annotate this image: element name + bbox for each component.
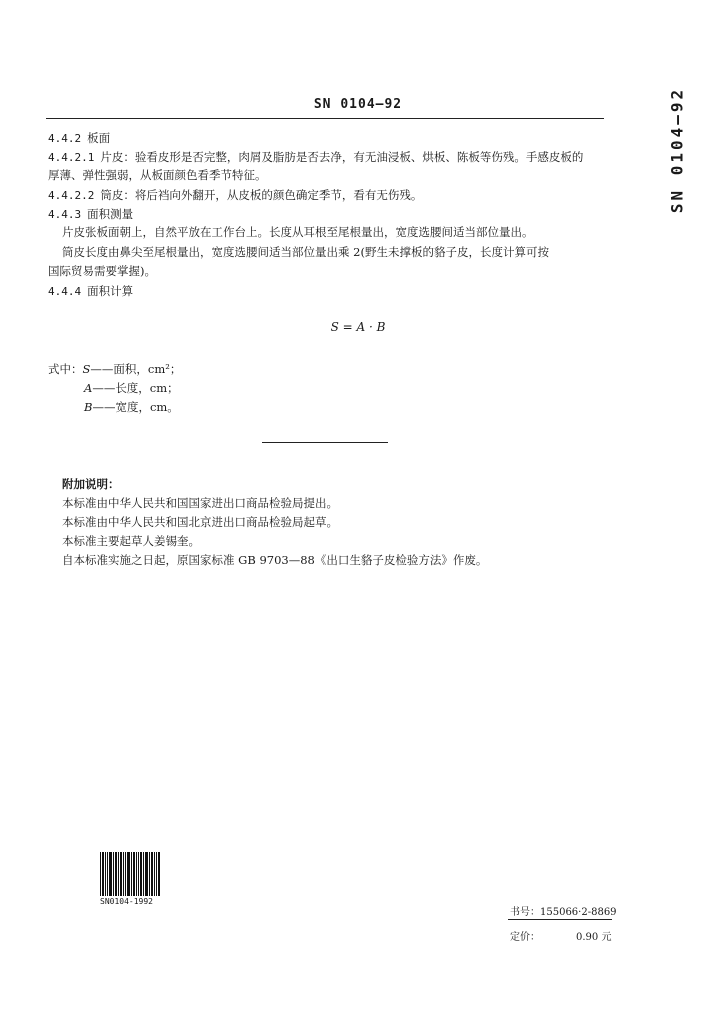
note-item: 本标准主要起草人姜锡奎。	[62, 534, 200, 548]
where-line-a: A——长度，cm；	[84, 381, 179, 395]
price-label: 定价：	[510, 932, 540, 943]
barcode-text: SN0104-1992	[100, 897, 153, 906]
note-item: 本标准由中华人民共和国北京进出口商品检验局起草。	[62, 515, 338, 529]
header-rule	[46, 118, 604, 119]
paragraph-sheet-skin: 片皮张板面朝上，自然平放在工作台上。长度从耳根至尾根量出，宽度选腰间适当部位量出。	[62, 225, 534, 239]
price-value: 0.90 元	[576, 932, 612, 943]
where-line-b: B——宽度，cm。	[84, 400, 179, 414]
section-4-4-2-1-cont: 厚薄、弹性强弱，从板面颜色看季节特征。	[48, 168, 267, 182]
notes-title: 附加说明：	[62, 477, 120, 491]
section-4-4-2-1: 4.4.2.1 片皮：验看皮形是否完整，肉屑及脂肪是否去净，有无油浸板、烘板、陈板等伤残。手感皮板的	[48, 150, 584, 164]
section-4-4-2: 4.4.2 板面	[48, 131, 111, 145]
section-4-4-3: 4.4.3 面积测量	[48, 207, 134, 221]
book-number: 书号：155066·2-8869	[510, 907, 617, 918]
footer-rule	[508, 919, 612, 920]
area-formula: S = A · B	[330, 320, 386, 334]
end-rule	[262, 442, 388, 443]
paragraph-tube-skin: 筒皮长度由鼻尖至尾根量出，宽度选腰间适当部位量出乘 2(野生未撑板的貉子皮，长度计算可按	[62, 245, 549, 259]
barcode-image	[100, 852, 162, 896]
paragraph-tube-skin-cont: 国际贸易需要掌握)。	[48, 264, 156, 278]
header-code: SN 0104—92	[313, 97, 403, 112]
section-4-4-2-2: 4.4.2.2 筒皮：将后裆向外翻开，从皮板的颜色确定季节，看有无伤残。	[48, 188, 423, 202]
note-item: 本标准由中华人民共和国国家进出口商品检验局提出。	[62, 496, 338, 510]
where-line-s: 式中：S——面积，cm²；	[48, 362, 182, 376]
section-4-4-4: 4.4.4 面积计算	[48, 284, 134, 298]
note-item: 自本标准实施之日起，原国家标准 GB 9703—88《出口生貉子皮检验方法》作废。	[62, 553, 488, 567]
side-label: SN 0104—92	[667, 86, 687, 213]
